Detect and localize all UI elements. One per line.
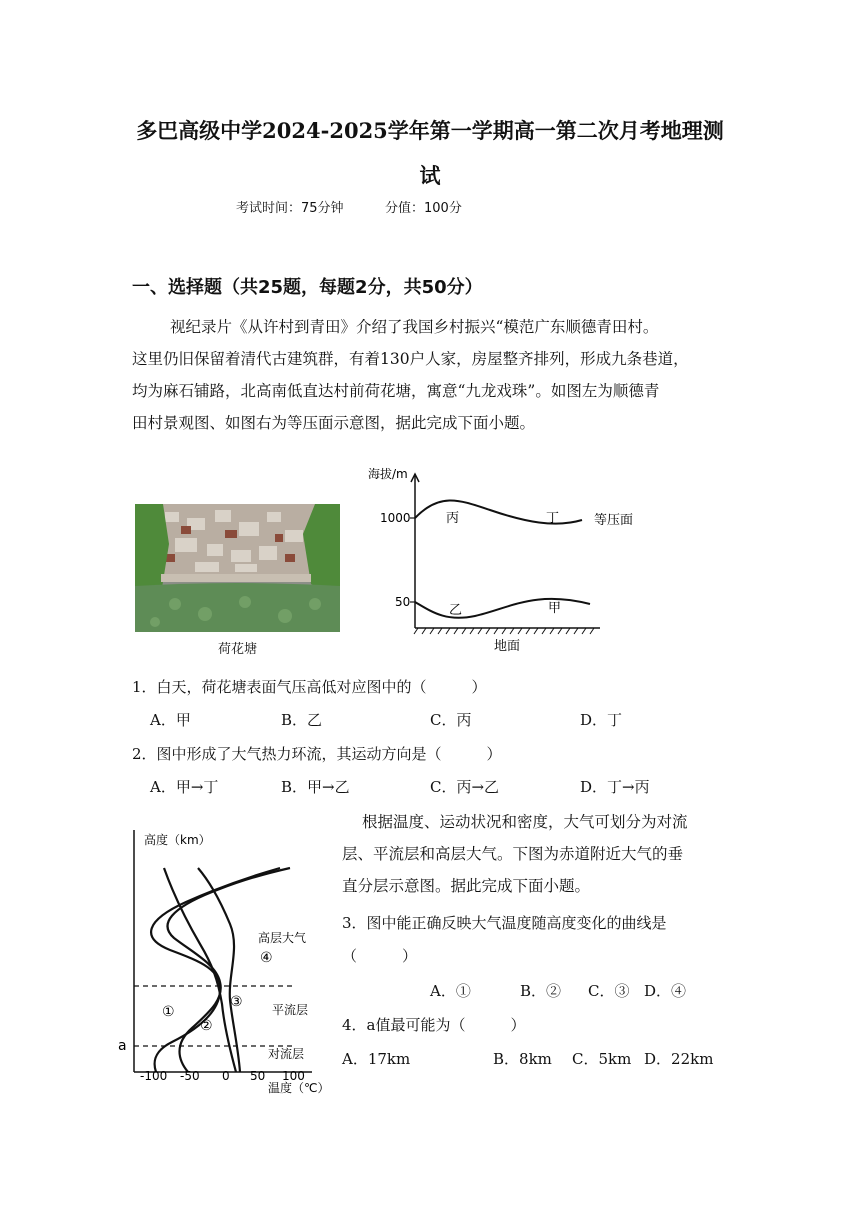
x-tick: 50 xyxy=(250,1069,266,1083)
q3-option-a[interactable]: A．① xyxy=(430,982,471,1000)
q2-option-a[interactable]: A．甲→丁 xyxy=(150,778,219,796)
x-tick: -50 xyxy=(180,1069,200,1083)
passage2-line: 层、平流层和高层大气。下图为赤道附近大气的垂 xyxy=(342,845,684,863)
tick-label: 1000 xyxy=(380,511,411,525)
point-label-ding: 丁 xyxy=(546,511,560,526)
q4-option-c[interactable]: C．5km xyxy=(572,1050,632,1068)
x-tick: -100 xyxy=(140,1069,168,1083)
point-label-yi: 乙 xyxy=(449,603,463,618)
q4-option-a[interactable]: A．17km xyxy=(342,1050,411,1068)
curve-4 xyxy=(198,868,240,1072)
q1-option-c[interactable]: C．丙 xyxy=(430,711,472,729)
passage-line: 这里仍旧保留着清代古建筑群，有着130户人家，房屋整齐排列，形成九条巷道， xyxy=(132,350,689,368)
layer-label-troposphere: 对流层 xyxy=(268,1047,305,1061)
q2-option-d[interactable]: D．丁→丙 xyxy=(580,778,650,796)
q4-option-d[interactable]: D．22km xyxy=(644,1050,714,1068)
x-axis-label: 温度（℃） xyxy=(268,1081,330,1095)
curve-label-4: ④ xyxy=(260,950,273,966)
y-axis-label: 海拔/m xyxy=(368,467,408,481)
q4-option-b[interactable]: B．8km xyxy=(493,1050,552,1068)
curve-label-3: ③ xyxy=(230,994,243,1010)
layer-label-stratosphere: 平流层 xyxy=(272,1003,309,1017)
layer-label-upper: 高层大气 xyxy=(258,931,307,945)
question-4-stem: 4．a值最可能为（ ） xyxy=(342,1016,526,1034)
passage-line: 田村景观图、如图右为等压面示意图，据此完成下面小题。 xyxy=(132,414,536,432)
isobar-lower xyxy=(415,599,590,618)
question-2-stem: 2．图中形成了大气热力环流，其运动方向是（ ） xyxy=(132,745,502,763)
exam-score: 分值：100分 xyxy=(385,201,462,216)
isobar-diagram xyxy=(360,462,680,654)
tick-label: 50 xyxy=(395,595,411,609)
x-tick: 0 xyxy=(222,1069,230,1083)
question-1-stem: 1．白天，荷花塘表面气压高低对应图中的（ ） xyxy=(132,678,487,696)
curve-label-2: ② xyxy=(200,1018,213,1034)
q3-option-d[interactable]: D．④ xyxy=(644,982,687,1000)
y-axis-label: 高度（km） xyxy=(144,833,211,847)
ground-label: 地面 xyxy=(494,639,521,654)
q2-option-c[interactable]: C．丙→乙 xyxy=(430,778,500,796)
village-photo xyxy=(135,504,340,632)
exam-time: 考试时间：75分钟 xyxy=(236,201,344,216)
q1-option-b[interactable]: B．乙 xyxy=(281,711,323,729)
atmosphere-layer-diagram xyxy=(112,824,334,1096)
page-title: 多巴高级中学2024-2025学年第一学期高一第二次月考地理测 xyxy=(136,118,724,143)
question-3-stem-continued: （ ） xyxy=(342,947,418,965)
passage-line: 视纪录片《从许村到青田》介绍了我国乡村振兴“模范广东顺德青田村。 xyxy=(170,318,659,336)
page-title-continued: 试 xyxy=(419,163,441,188)
passage2-line: 根据温度、运动状况和密度，大气可划分为对流 xyxy=(362,813,688,831)
q1-option-d[interactable]: D．丁 xyxy=(580,711,623,729)
question-3-stem: 3．图中能正确反映大气温度随高度变化的曲线是 xyxy=(342,914,667,932)
isobar-label: 等压面 xyxy=(594,513,634,528)
q2-option-b[interactable]: B．甲→乙 xyxy=(281,778,350,796)
x-tick: 100 xyxy=(282,1069,305,1083)
point-label-jia: 甲 xyxy=(548,601,562,616)
curve-label-1: ① xyxy=(162,1004,175,1020)
passage2-line: 直分层示意图。据此完成下面小题。 xyxy=(342,877,591,895)
passage-line: 均为麻石铺路，北高南低直达村前荷花塘，寓意“九龙戏珠”。如图左为顺德青 xyxy=(132,382,660,400)
section-heading: 一、选择题（共25题，每题2分，共50分） xyxy=(132,277,483,298)
q3-option-b[interactable]: B．② xyxy=(520,982,562,1000)
point-label-bing: 丙 xyxy=(446,511,460,526)
q3-option-c[interactable]: C．③ xyxy=(588,982,630,1000)
q1-option-a[interactable]: A．甲 xyxy=(150,711,191,729)
photo-caption: 荷花塘 xyxy=(218,642,258,657)
curve-1 xyxy=(151,868,280,1072)
a-label: a xyxy=(118,1038,127,1054)
